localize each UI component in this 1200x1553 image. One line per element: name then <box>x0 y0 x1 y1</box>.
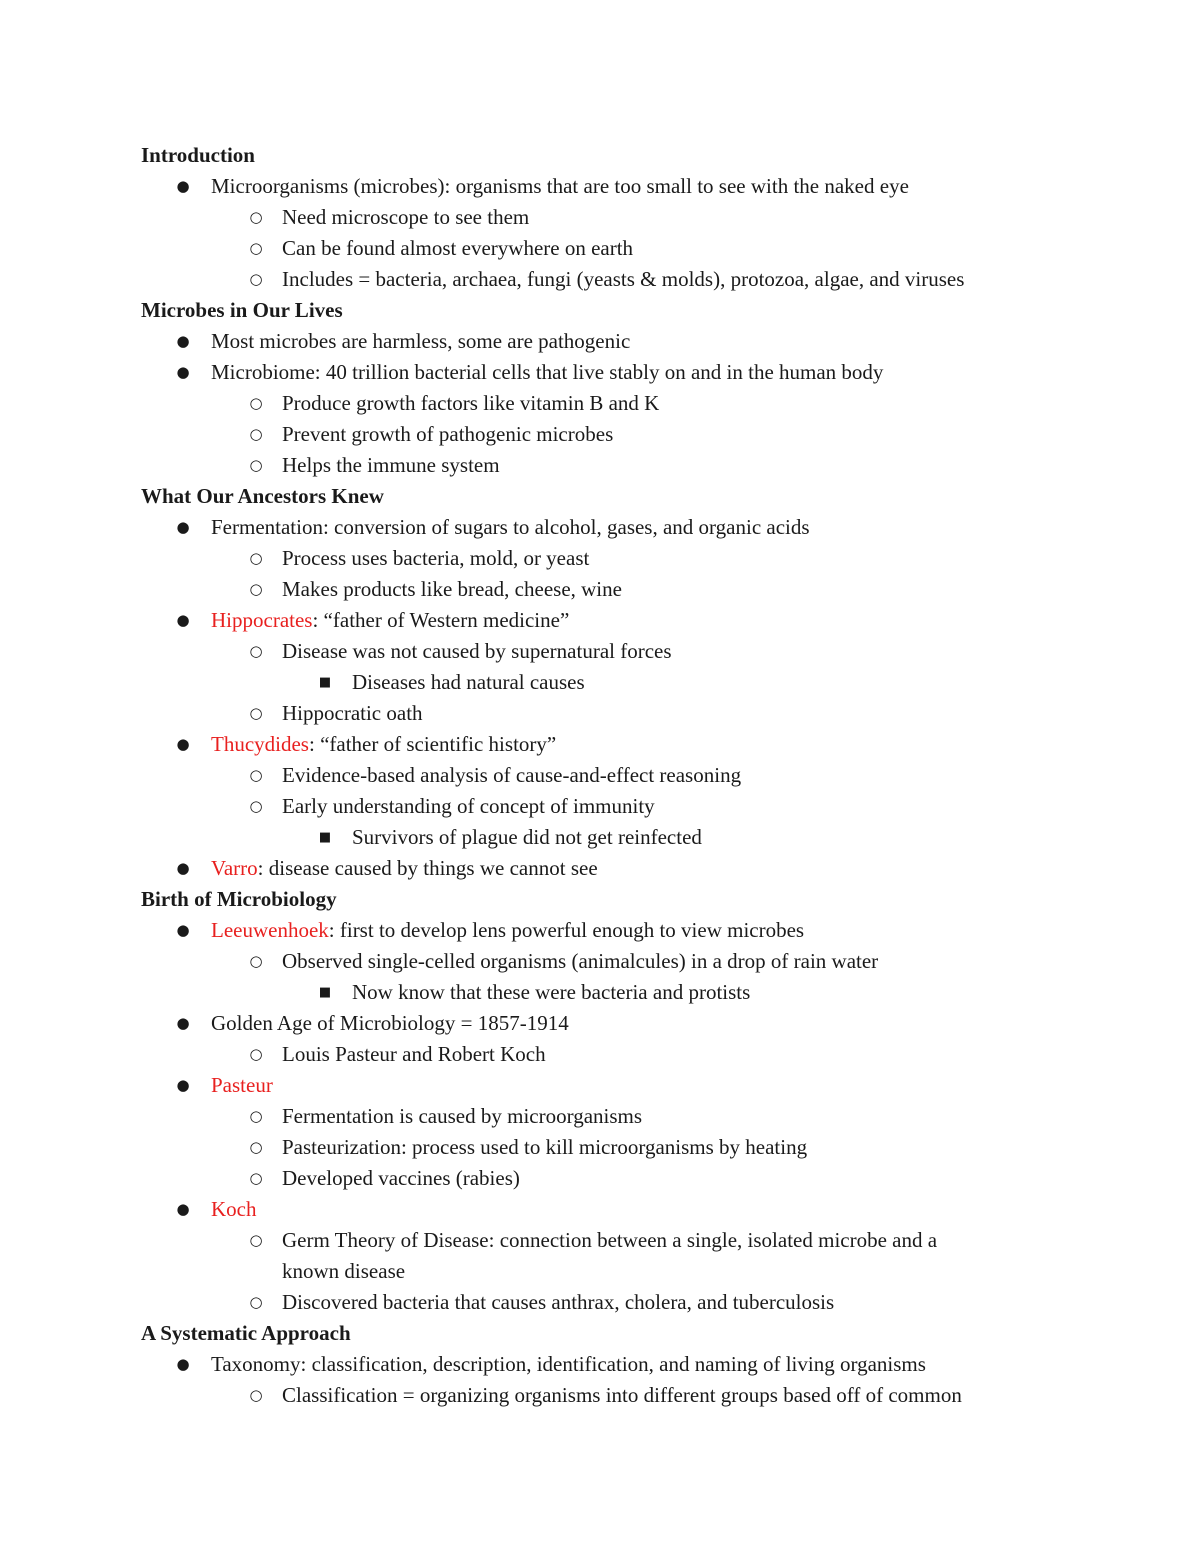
list-item-text: Can be found almost everywhere on earth <box>282 236 634 260</box>
person-name: Leeuwenhoek <box>211 918 329 942</box>
hollow-bullet-icon: ○ <box>249 425 263 443</box>
list-item-text <box>211 853 598 884</box>
hollow-bullet-icon: ○ <box>249 580 263 598</box>
bullet-icon: ● <box>176 921 190 939</box>
list-item-text: Hippocratic oath <box>282 701 423 725</box>
person-name: Varro <box>211 856 258 880</box>
list-item <box>0 977 1200 1008</box>
list-item <box>0 419 1200 450</box>
person-name: Hippocrates <box>211 608 313 632</box>
list-item-text: Survivors of plague did not get reinfected <box>352 825 702 849</box>
document-page <box>0 140 1200 1411</box>
list-item-continuation <box>0 1256 1200 1287</box>
list-item <box>0 1101 1200 1132</box>
list-item-text: Disease was not caused by supernatural forces <box>282 639 672 663</box>
list-item-varro <box>0 853 1200 884</box>
square-bullet-icon: ■ <box>318 675 332 690</box>
hollow-bullet-icon: ○ <box>249 1138 263 1156</box>
hollow-bullet-icon: ○ <box>249 394 263 412</box>
list-item <box>0 1225 1200 1256</box>
list-item-text: Need microscope to see them <box>282 205 530 229</box>
list-item-text: Microorganisms (microbes): organisms that are too small to see with the naked eye <box>211 174 909 198</box>
list-item-text <box>211 915 804 946</box>
list-item <box>0 667 1200 698</box>
list-item <box>0 171 1200 202</box>
list-item <box>0 574 1200 605</box>
hollow-bullet-icon: ○ <box>249 1045 263 1063</box>
list-item-text <box>211 729 556 760</box>
list-item <box>0 512 1200 543</box>
list-item <box>0 1132 1200 1163</box>
list-item <box>0 1287 1200 1318</box>
list-item-text: Fermentation: conversion of sugars to alcohol, gases, and organic acids <box>211 515 810 539</box>
list-item-text: Evidence-based analysis of cause-and-effect reasoning <box>282 763 742 787</box>
bullet-icon: ● <box>176 1200 190 1218</box>
list-item-text: Taxonomy: classification, description, identification, and naming of living organisms <box>211 1352 926 1376</box>
list-item-text: Most microbes are harmless, some are pathogenic <box>211 329 631 353</box>
list-item-text: Developed vaccines (rabies) <box>282 1166 520 1190</box>
person-name: Thucydides <box>211 732 309 756</box>
bullet-icon: ● <box>176 611 190 629</box>
list-item <box>0 1039 1200 1070</box>
description: : first to develop lens powerful enough to view microbes <box>328 918 805 942</box>
list-item-text: Louis Pasteur and Robert Koch <box>282 1042 546 1066</box>
list-item-text: Observed single-celled organisms (animalcules) in a drop of rain water <box>282 949 879 973</box>
list-item-text: Discovered bacteria that causes anthrax, cholera, and tuberculosis <box>282 1290 835 1314</box>
list-item-text: Diseases had natural causes <box>352 670 585 694</box>
list-item-text: Germ Theory of Disease: connection between a single, isolated microbe and a <box>282 1228 938 1252</box>
list-item-text <box>211 605 569 636</box>
hollow-bullet-icon: ○ <box>249 797 263 815</box>
hollow-bullet-icon: ○ <box>249 1169 263 1187</box>
list-item <box>0 698 1200 729</box>
list-item <box>0 1163 1200 1194</box>
hollow-bullet-icon: ○ <box>249 456 263 474</box>
list-item <box>0 326 1200 357</box>
list-item-leeuwenhoek <box>0 915 1200 946</box>
bullet-icon: ● <box>176 177 190 195</box>
list-item <box>0 946 1200 977</box>
bullet-icon: ● <box>176 332 190 350</box>
hollow-bullet-icon: ○ <box>249 270 263 288</box>
list-item-text: Helps the immune system <box>282 453 500 477</box>
section-heading-what-our-ancestors-knew: What Our Ancestors Knew <box>141 484 384 508</box>
bullet-icon: ● <box>176 735 190 753</box>
bullet-icon: ● <box>176 1014 190 1032</box>
hollow-bullet-icon: ○ <box>249 549 263 567</box>
list-item-text: Microbiome: 40 trillion bacterial cells that live stably on and in the human body <box>211 360 884 384</box>
bullet-icon: ● <box>176 1355 190 1373</box>
list-item <box>0 202 1200 233</box>
list-item <box>0 1380 1200 1411</box>
person-name: Koch <box>211 1197 257 1221</box>
list-item <box>0 543 1200 574</box>
list-item-text: Pasteurization: process used to kill microorganisms by heating <box>282 1135 808 1159</box>
hollow-bullet-icon: ○ <box>249 766 263 784</box>
square-bullet-icon: ■ <box>318 985 332 1000</box>
section-heading-introduction: Introduction <box>141 143 255 167</box>
bullet-icon: ● <box>176 518 190 536</box>
description: : “father of Western medicine” <box>312 608 570 632</box>
list-item-thucydides <box>0 729 1200 760</box>
list-item-text: Now know that these were bacteria and protists <box>352 980 751 1004</box>
list-item-pasteur <box>0 1070 1200 1101</box>
description: : disease caused by things we cannot see <box>257 856 598 880</box>
list-item <box>0 357 1200 388</box>
list-item-text: Fermentation is caused by microorganisms <box>282 1104 643 1128</box>
section-heading-microbes-in-our-lives: Microbes in Our Lives <box>141 298 343 322</box>
list-item-text: Process uses bacteria, mold, or yeast <box>282 546 590 570</box>
list-item <box>0 636 1200 667</box>
list-item <box>0 1349 1200 1380</box>
bullet-icon: ● <box>176 859 190 877</box>
description: : “father of scientific history” <box>308 732 557 756</box>
list-item-text: Makes products like bread, cheese, wine <box>282 577 622 601</box>
hollow-bullet-icon: ○ <box>249 1293 263 1311</box>
list-item <box>0 388 1200 419</box>
list-item <box>0 822 1200 853</box>
list-item-text: Includes = bacteria, archaea, fungi (yeasts & molds), protozoa, algae, and viruses <box>282 267 965 291</box>
bullet-icon: ● <box>176 1076 190 1094</box>
hollow-bullet-icon: ○ <box>249 208 263 226</box>
hollow-bullet-icon: ○ <box>249 1107 263 1125</box>
list-item <box>0 791 1200 822</box>
list-item-koch <box>0 1194 1200 1225</box>
hollow-bullet-icon: ○ <box>249 704 263 722</box>
list-item <box>0 450 1200 481</box>
hollow-bullet-icon: ○ <box>249 1231 263 1249</box>
hollow-bullet-icon: ○ <box>249 1386 263 1404</box>
section-heading-a-systematic-approach: A Systematic Approach <box>141 1321 351 1345</box>
list-item-text: known disease <box>282 1259 406 1283</box>
list-item-text: Produce growth factors like vitamin B and K <box>282 391 660 415</box>
list-item-hippocrates <box>0 605 1200 636</box>
section-heading-birth-of-microbiology: Birth of Microbiology <box>141 887 337 911</box>
list-item <box>0 760 1200 791</box>
list-item <box>0 1008 1200 1039</box>
square-bullet-icon: ■ <box>318 830 332 845</box>
hollow-bullet-icon: ○ <box>249 952 263 970</box>
hollow-bullet-icon: ○ <box>249 642 263 660</box>
person-name: Pasteur <box>211 1073 273 1097</box>
list-item-text: Early understanding of concept of immunity <box>282 794 655 818</box>
list-item-text: Prevent growth of pathogenic microbes <box>282 422 614 446</box>
bullet-icon: ● <box>176 363 190 381</box>
list-item-text: Golden Age of Microbiology = 1857-1914 <box>211 1011 569 1035</box>
list-item <box>0 264 1200 295</box>
list-item-text: Classification = organizing organisms into different groups based off of common <box>282 1383 962 1407</box>
hollow-bullet-icon: ○ <box>249 239 263 257</box>
list-item <box>0 233 1200 264</box>
